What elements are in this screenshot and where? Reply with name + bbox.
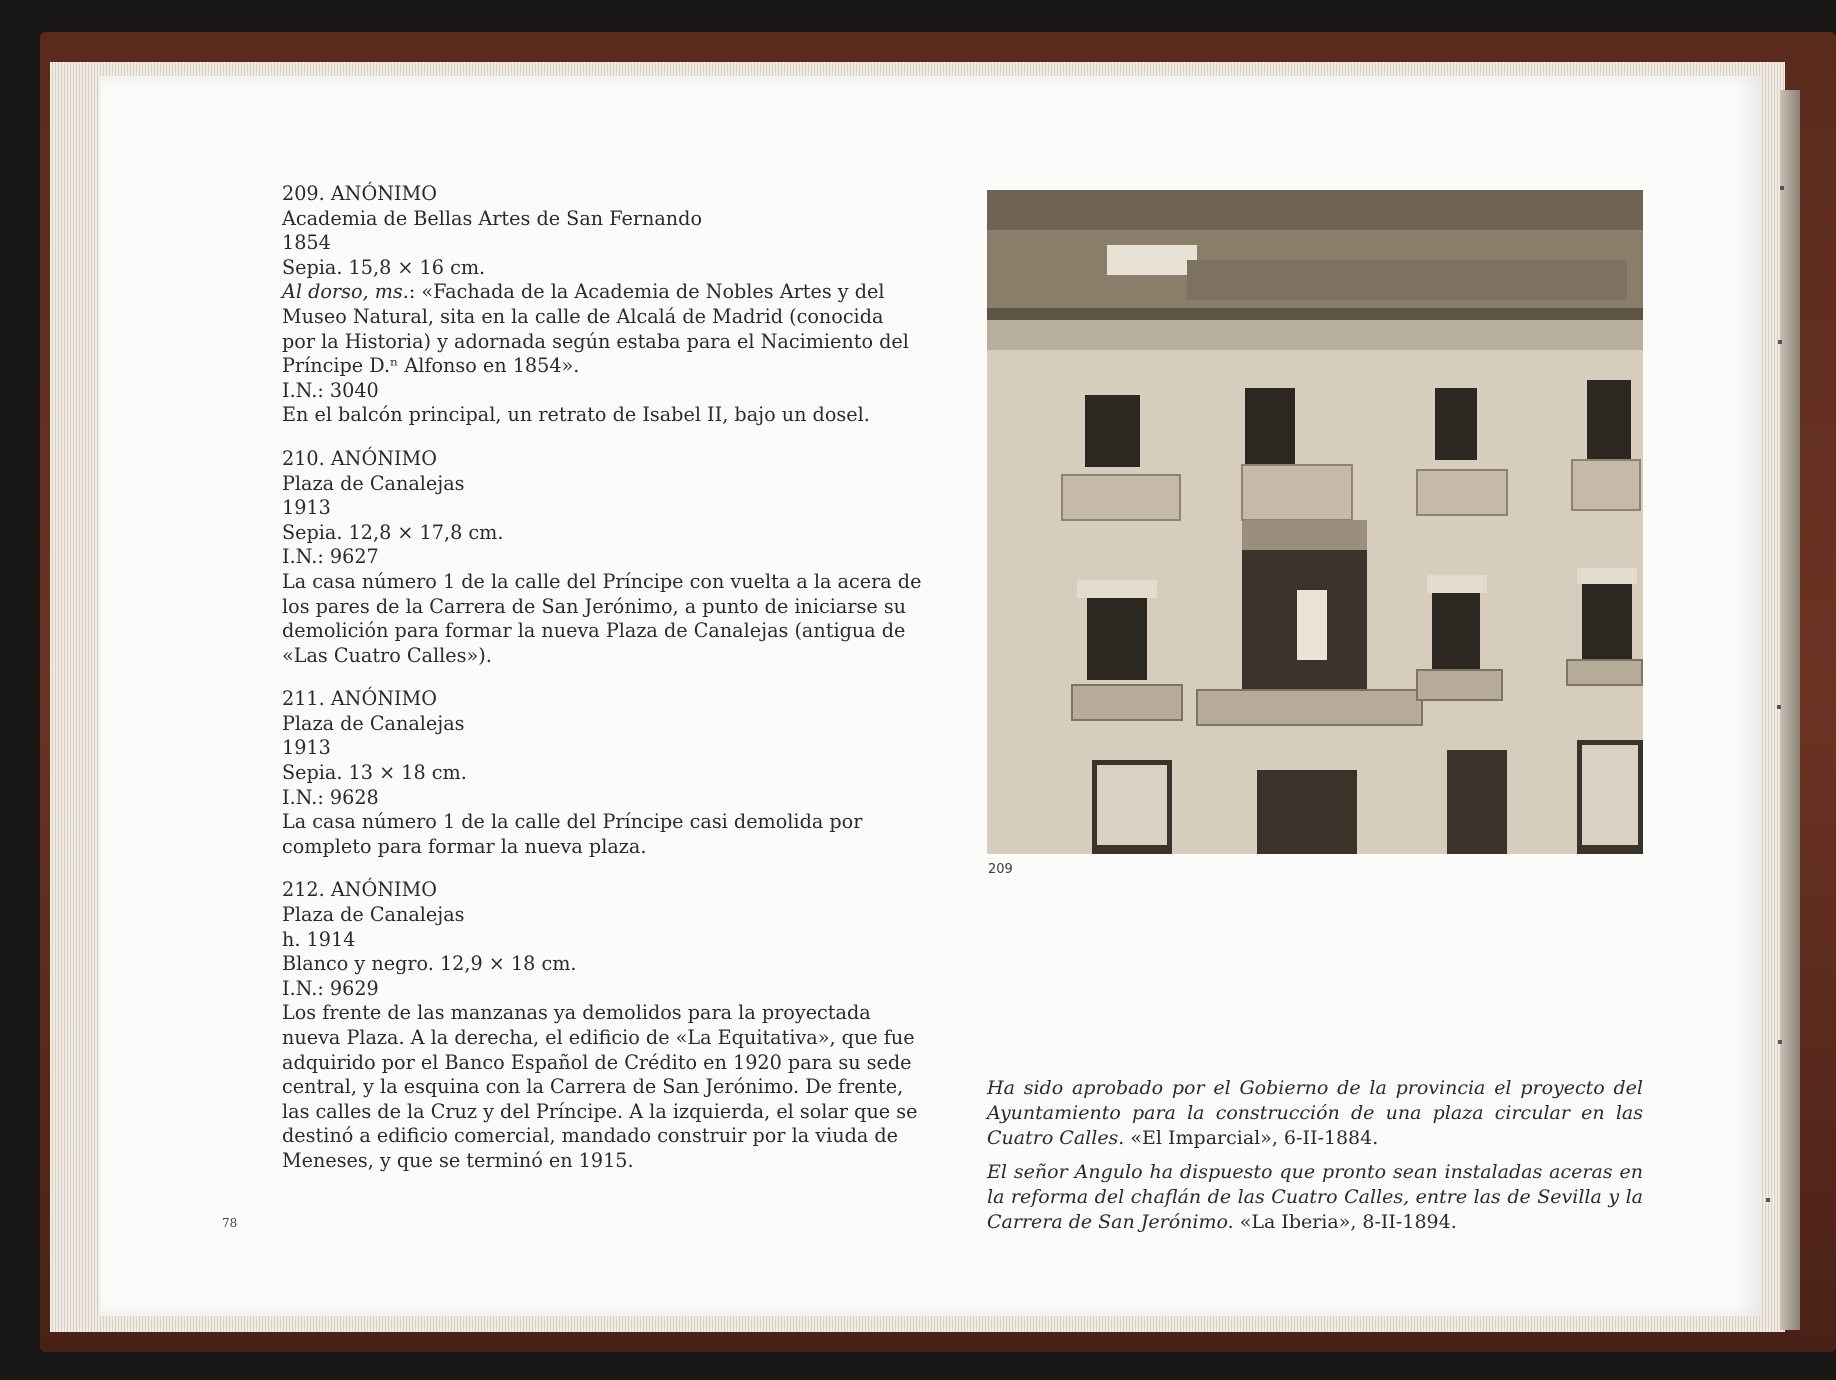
quote-text: El señor Angulo ha dispuesto que pronto sean instaladas aceras en la reforma del chaflán de las Cuatro Calles, entre las de Sevilla y la Carrera de San Jerónimo. (987, 1161, 1643, 1233)
entry-date: 1913 (282, 496, 331, 520)
entry-description: La casa número 1 de la calle del Príncipe casi demolida por completo para formar la nueva plaza. (282, 810, 863, 858)
entry-inventory: I.N.: 9628 (282, 785, 379, 809)
entry-title: Academia de Bellas Artes de San Fernando (282, 206, 702, 230)
entry-heading: 209. ANÓNIMO (282, 182, 437, 205)
page-number: 78 (222, 1216, 238, 1230)
entry-medium: Sepia. 13 × 18 cm. (282, 761, 467, 785)
margin-mark (1780, 186, 1784, 190)
facade-photograph (987, 190, 1643, 854)
dorso-text: : «Fachada de la Academia de Nobles Artes y del Museo Natural, sita en la calle de Alcalá de Madrid (conocida por la Historia) y adornada según estaba para el Nacimiento del Príncipe D.ⁿ Alfonso en 1854». (282, 280, 909, 378)
catalog-entry-212 (282, 878, 922, 1173)
entry-date: 1913 (282, 736, 331, 760)
dorso-label: Al dorso, ms. (282, 280, 409, 304)
press-quote-1 (987, 1076, 1643, 1151)
catalog-column (282, 182, 922, 1193)
entry-dorso (282, 280, 922, 378)
entry-title: Plaza de Canalejas (282, 903, 465, 927)
quote-source: «El Imparcial», 6-II-1884. (1130, 1127, 1379, 1149)
press-quote-2 (987, 1160, 1643, 1235)
photo-illustration (987, 190, 1643, 854)
entry-description: Los frente de las manzanas ya demolidos para la proyectada nueva Plaza. A la derecha, el edificio de «La Equitativa», que fue adquirido por el Banco Español de Crédito en 1920 para su sede central, y la esquina con la Carrera de San Jerónimo. De frente, las calles de la Cruz y del Príncipe. A la izquierda, el solar que se destinó a edificio comercial, mandado construir por la viuda de Meneses, y que se terminó en 1915. (282, 1001, 918, 1172)
margin-mark (1778, 1040, 1782, 1044)
entry-inventory: I.N.: 9629 (282, 976, 379, 1000)
entry-date: h. 1914 (282, 927, 356, 951)
entry-title: Plaza de Canalejas (282, 711, 465, 735)
quote-text: Ha sido aprobado por el Gobierno de la provincia el proyecto del Ayuntamiento para la construcción de una plaza circular en las Cuatro Calles. (987, 1077, 1643, 1149)
photo-caption: 209 (988, 862, 1013, 877)
entry-medium: Sepia. 12,8 × 17,8 cm. (282, 520, 504, 544)
catalog-entry-210 (282, 447, 922, 668)
entry-medium: Blanco y negro. 12,9 × 18 cm. (282, 952, 577, 976)
entry-inventory: I.N.: 3040 (282, 378, 379, 402)
entry-heading: 212. ANÓNIMO (282, 878, 437, 902)
entry-title: Plaza de Canalejas (282, 471, 465, 495)
margin-mark (1778, 340, 1782, 344)
margin-mark (1777, 705, 1781, 709)
margin-mark (1766, 1198, 1770, 1202)
entry-description: En el balcón principal, un retrato de Isabel II, bajo un dosel. (282, 403, 870, 427)
entry-heading: 210. ANÓNIMO (282, 446, 437, 470)
entry-description: La casa número 1 de la calle del Príncipe con vuelta a la acera de los pares de la Carrera de San Jerónimo, a punto de iniciarse su demolición para formar la nueva Plaza de Canalejas (antigua de «Las Cuatro Calles»). (282, 569, 922, 667)
press-quotes (987, 1076, 1643, 1244)
quote-source: «La Iberia», 8-II-1894. (1239, 1211, 1457, 1233)
entry-medium: Sepia. 15,8 × 16 cm. (282, 255, 486, 279)
catalog-entry-209 (282, 182, 922, 428)
entry-date: 1854 (282, 231, 331, 255)
entry-heading: 211. ANÓNIMO (282, 687, 437, 711)
entry-inventory: I.N.: 9627 (282, 545, 379, 569)
page-gutter (1780, 90, 1800, 1330)
catalog-entry-211 (282, 687, 922, 859)
